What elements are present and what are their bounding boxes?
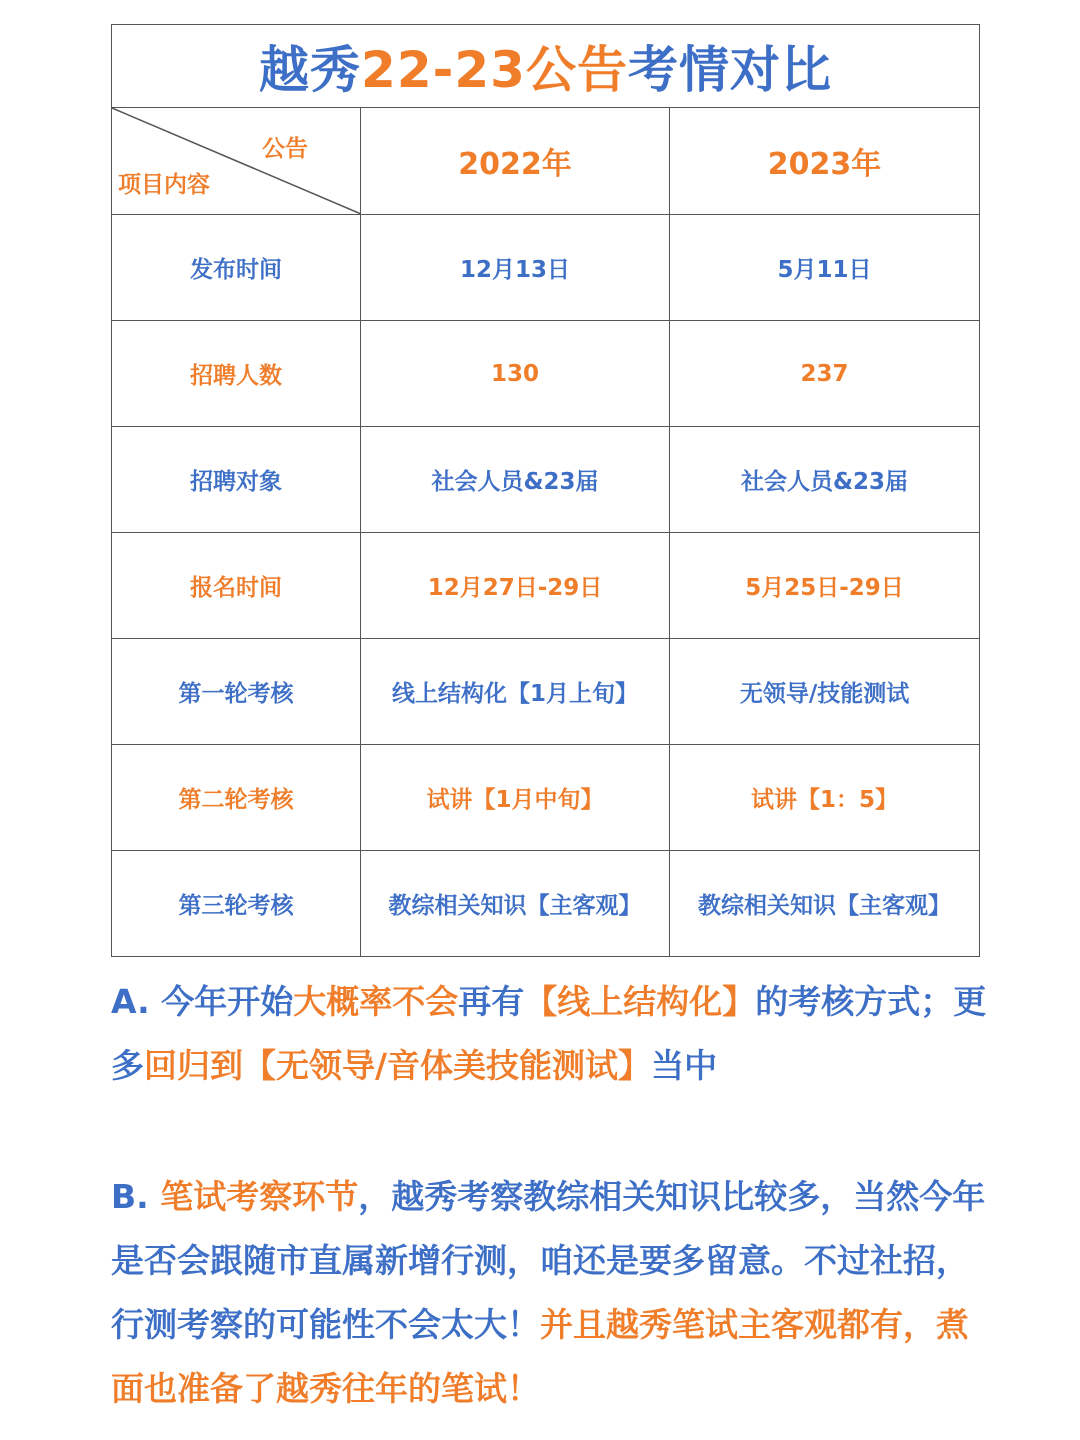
comparison-table bbox=[111, 24, 980, 957]
value-2022-cell: 130 bbox=[361, 321, 670, 427]
value-2022-cell: 线上结构化【1月上旬】 bbox=[361, 639, 670, 745]
note-a-t2: 大概率不会 bbox=[293, 982, 459, 1021]
table-row bbox=[112, 321, 980, 427]
value-2023-cell: 无领导/技能测试 bbox=[670, 639, 980, 745]
row-label-cell: 第三轮考核 bbox=[112, 851, 361, 957]
value-2023-cell: 5月11日 bbox=[670, 215, 980, 321]
row-label-cell: 报名时间 bbox=[112, 533, 361, 639]
year-2023-header: 2023年 bbox=[670, 108, 980, 215]
table-row bbox=[112, 533, 980, 639]
value-2022-cell: 12月27日-29日 bbox=[361, 533, 670, 639]
row-label-cell: 第一轮考核 bbox=[112, 639, 361, 745]
note-a-t8: 当中 bbox=[651, 1046, 718, 1085]
note-b bbox=[111, 1165, 991, 1421]
note-a-t3: 再有 bbox=[458, 982, 525, 1021]
note-b-t2: ，越秀考察教综相关知识比较多，当然今年是否会跟随市直属新增行测，咱还是要多留意。不过社招，行测考察的可能性不会太大！ bbox=[111, 1177, 986, 1344]
title-part-3: 公告 bbox=[525, 41, 628, 99]
value-2023-cell: 5月25日-29日 bbox=[670, 533, 980, 639]
value-2022-cell: 试讲【1月中旬】 bbox=[361, 745, 670, 851]
value-2023-cell: 教综相关知识【主客观】 bbox=[670, 851, 980, 957]
row-label-cell: 招聘对象 bbox=[112, 427, 361, 533]
note-a-t4: 【线上结构化】 bbox=[524, 982, 756, 1021]
table-row bbox=[112, 639, 980, 745]
value-2023-cell: 237 bbox=[670, 321, 980, 427]
table-row bbox=[112, 215, 980, 321]
table-row bbox=[112, 427, 980, 533]
value-2022-cell: 12月13日 bbox=[361, 215, 670, 321]
note-b-t3: 并且越秀笔试主客观都有，煮面也准备了越秀往年的笔试！ bbox=[111, 1305, 969, 1408]
value-2022-cell: 教综相关知识【主客观】 bbox=[361, 851, 670, 957]
header-row bbox=[112, 108, 980, 215]
note-a-t6: 回归到 bbox=[144, 1046, 243, 1085]
note-b-t1: 笔试考察环节 bbox=[160, 1177, 359, 1216]
row-label-cell: 第二轮考核 bbox=[112, 745, 361, 851]
note-a-prefix: A. bbox=[111, 982, 162, 1021]
title-part-2: 22-23 bbox=[361, 41, 526, 99]
title-part-1: 越秀 bbox=[259, 41, 362, 99]
value-2022-cell: 社会人员&23届 bbox=[361, 427, 670, 533]
note-b-prefix: B. bbox=[111, 1177, 161, 1216]
note-a-t1: 今年开始 bbox=[161, 982, 294, 1021]
table-row bbox=[112, 851, 980, 957]
title-part-4: 考情对比 bbox=[627, 41, 832, 99]
diag-header-bottom: 项目内容 bbox=[118, 172, 210, 198]
diagonal-header-cell bbox=[112, 108, 361, 215]
diag-header-top: 公告 bbox=[262, 136, 308, 162]
note-a bbox=[111, 970, 991, 1098]
row-label-cell: 发布时间 bbox=[112, 215, 361, 321]
year-2022-header: 2022年 bbox=[361, 108, 670, 215]
table-title bbox=[112, 25, 980, 108]
note-a-t7: 【无领导/音体美技能测试】 bbox=[243, 1046, 652, 1085]
table-row bbox=[112, 745, 980, 851]
note-a-t5: 的考核方式；更多 bbox=[111, 982, 987, 1085]
value-2023-cell: 社会人员&23届 bbox=[670, 427, 980, 533]
value-2023-cell: 试讲【1：5】 bbox=[670, 745, 980, 851]
row-label-cell: 招聘人数 bbox=[112, 321, 361, 427]
